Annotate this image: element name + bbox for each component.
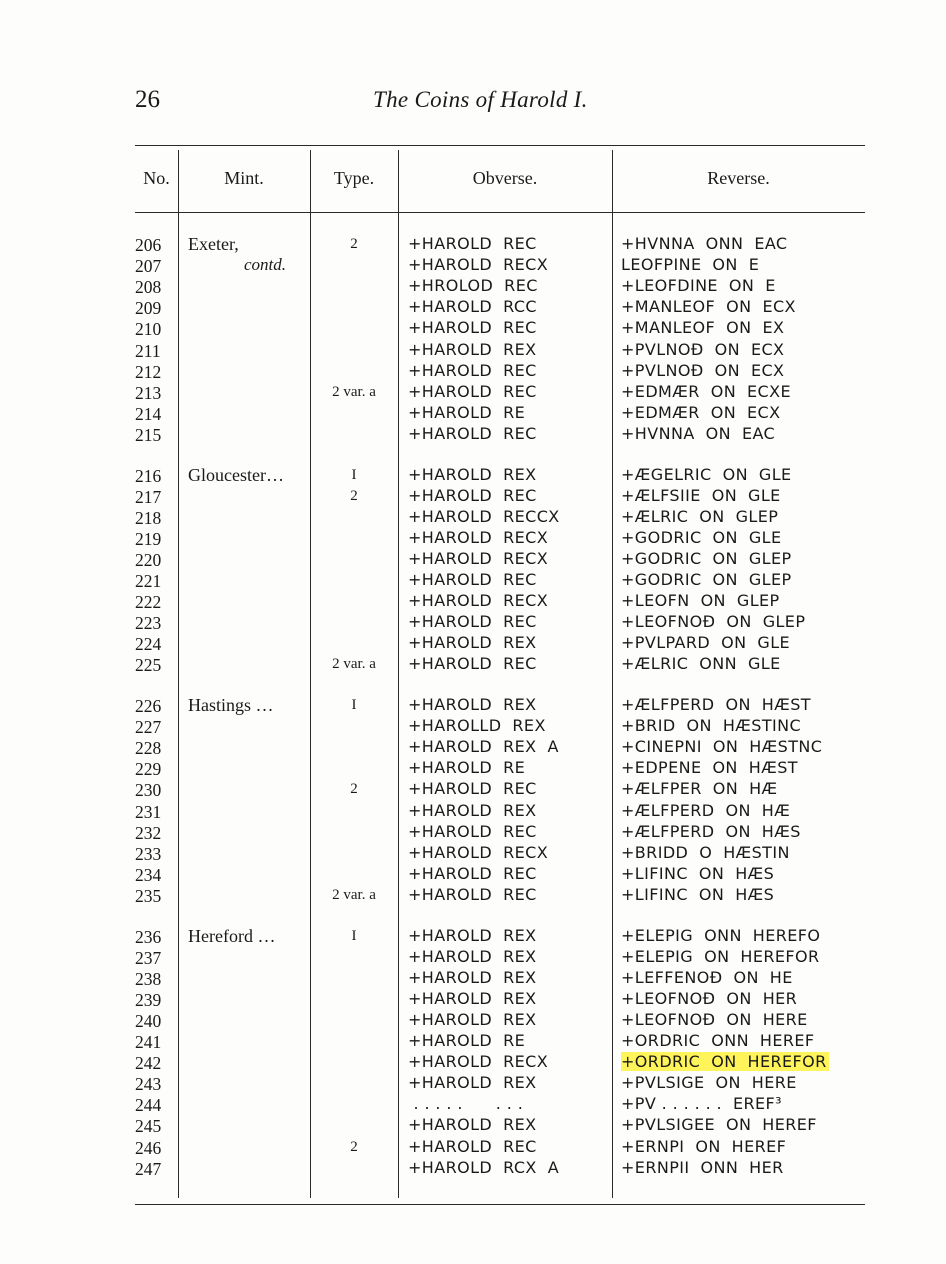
coin-number: 237 (135, 947, 162, 968)
reverse-legend: LEOFPINE ON E (621, 255, 760, 275)
coin-type: 2 (350, 236, 358, 252)
reverse-legend: +LEFFENOÐ ON HE (621, 967, 793, 987)
obverse-legend: +HAROLD RE (408, 758, 526, 778)
reverse-legend: +BRIDD O HÆSTIN (621, 842, 790, 862)
obverse-legend: +HAROLD REX (408, 925, 537, 945)
reverse-legend: +ELEPIG ON HEREFOR (621, 946, 820, 966)
obverse-legend: +HAROLD REC (408, 423, 537, 443)
reverse-legend: +EDMÆR ON ECXE (621, 381, 792, 401)
coin-number: 215 (135, 424, 162, 445)
reverse-legend: +HVNNA ONN EAC (621, 234, 788, 253)
table-row (0, 1094, 946, 1115)
reverse-legend: +ÆLRIC ONN GLE (621, 654, 781, 674)
coin-number: 243 (135, 1074, 162, 1095)
header-reverse: Reverse. (707, 168, 770, 188)
coin-number: 214 (135, 403, 162, 424)
reverse-legend: +LEOFN ON GLEP (621, 591, 780, 611)
table-row (0, 654, 946, 675)
reverse-legend: +ÆLFPERD ON HÆ (621, 800, 791, 820)
table-row (0, 947, 946, 968)
mint-note: contd. (244, 255, 287, 275)
obverse-legend: +HAROLD REC (408, 1136, 537, 1156)
reverse-legend: +ERNPI ON HEREF (621, 1136, 787, 1156)
table-top-rule (135, 145, 865, 146)
coin-type: I (351, 697, 357, 713)
obverse-legend: +HAROLD REX (408, 1115, 537, 1135)
coin-number: 226 (135, 696, 162, 716)
table-row (0, 340, 946, 361)
obverse-legend: +HAROLD REC (408, 863, 537, 883)
obverse-legend: +HAROLD RCX A (408, 1157, 560, 1177)
coin-number: 227 (135, 717, 162, 738)
obverse-legend: +HAROLD REX (408, 464, 537, 484)
coin-type: 2 (350, 487, 358, 504)
table-row (0, 1073, 946, 1094)
obverse-legend: +HROLOD REC (408, 276, 538, 296)
table-row (0, 403, 946, 424)
coin-number: 238 (135, 968, 162, 989)
coin-number: 234 (135, 864, 162, 885)
table-row (0, 276, 946, 297)
obverse-legend: +HAROLD REC (408, 485, 537, 505)
coin-number: 244 (135, 1095, 162, 1116)
obverse-legend: +HAROLD REX (408, 967, 537, 987)
coin-number: 209 (135, 298, 162, 319)
table-row (0, 591, 946, 612)
mint-name: Hereford … (188, 925, 276, 946)
reverse-legend: +PVLSIGE ON HERE (621, 1073, 797, 1093)
reverse-legend: +PVLNOÐ ON ECX (621, 339, 785, 359)
table-row (0, 801, 946, 822)
table-row (0, 779, 946, 800)
obverse-legend: +HAROLD REX (408, 1073, 537, 1093)
obverse-legend: +HAROLD REX (408, 800, 537, 820)
reverse-legend: +ORDRIC ON HEREFOR (621, 1052, 827, 1072)
obverse-legend: +HAROLD REC (408, 234, 537, 253)
table-row (0, 716, 946, 737)
table-row (0, 486, 946, 507)
table-row (0, 318, 946, 339)
table-row (0, 1052, 946, 1073)
obverse-legend: +HAROLD REX (408, 1009, 537, 1029)
header-obverse: Obverse. (472, 168, 538, 188)
reverse-legend: +LEOFNOÐ ON HER (621, 988, 798, 1008)
coin-number: 232 (135, 822, 162, 843)
coin-number: 228 (135, 738, 162, 759)
coin-number: 208 (135, 277, 162, 298)
coin-number: 212 (135, 361, 162, 382)
table-row (0, 1115, 946, 1136)
coin-number: 230 (135, 780, 162, 801)
reverse-legend: +EDPENE ON HÆST (621, 758, 798, 778)
table-row (0, 695, 946, 716)
table-row (0, 633, 946, 654)
coin-number: 231 (135, 801, 162, 822)
coin-type: 2 var. a (332, 656, 376, 673)
table-row (0, 361, 946, 382)
coin-type: 2 var. a (332, 383, 376, 400)
coin-number: 217 (135, 486, 162, 507)
coin-number: 210 (135, 319, 162, 340)
reverse-legend: +LEOFNOÐ ON GLEP (621, 612, 806, 632)
coin-number: 213 (135, 382, 162, 403)
reverse-legend: +BRID ON HÆSTINC (621, 716, 802, 736)
reverse-legend: +ÆLFSIIE ON GLE (621, 485, 781, 505)
header-no: No. (143, 168, 170, 188)
coin-number: 246 (135, 1137, 162, 1158)
table-row (0, 1031, 946, 1052)
table-row (0, 255, 946, 276)
coin-number: 241 (135, 1032, 162, 1052)
coin-number: 247 (135, 1158, 162, 1179)
table-row (0, 549, 946, 570)
table-row (0, 822, 946, 843)
reverse-legend: +ÆGELRIC ON GLE (621, 464, 792, 484)
coin-number: 221 (135, 571, 162, 591)
obverse-legend: +HAROLD RECCX (408, 506, 560, 526)
table-bottom-rule (135, 1204, 865, 1205)
header-mint: Mint. (224, 168, 264, 188)
table-row (0, 758, 946, 779)
obverse-legend: +HAROLD RE (408, 1031, 526, 1050)
obverse-legend: +HAROLD RECX (408, 842, 549, 862)
obverse-legend: +HAROLD RECX (408, 1052, 549, 1072)
table-row (0, 528, 946, 549)
obverse-legend: +HAROLD REC (408, 612, 537, 632)
coin-number: 223 (135, 613, 162, 634)
obverse-legend: +HAROLD REC (408, 360, 537, 380)
reverse-legend: +LEOFNOÐ ON HERE (621, 1009, 808, 1029)
coin-number: 240 (135, 1010, 162, 1031)
table-row (0, 570, 946, 591)
reverse-legend: +GODRIC ON GLE (621, 527, 782, 547)
reverse-legend: +PVLSIGEE ON HEREF (621, 1115, 817, 1135)
coin-number: 218 (135, 507, 162, 528)
coin-number: 219 (135, 528, 162, 549)
table-row (0, 864, 946, 885)
header-rule (135, 212, 865, 213)
reverse-legend: +GODRIC ON GLEP (621, 548, 792, 568)
reverse-legend: +PVLNOÐ ON ECX (621, 360, 785, 380)
mint-name: Exeter, (188, 234, 239, 254)
mint-name: Hastings … (188, 695, 274, 715)
coin-number: 229 (135, 759, 162, 780)
obverse-legend: +HAROLD REX (408, 946, 537, 966)
coin-number: 216 (135, 465, 162, 486)
table-row (0, 507, 946, 528)
table-row (0, 737, 946, 758)
obverse-legend: +HAROLD REC (408, 884, 537, 904)
table-row (0, 297, 946, 318)
coin-type: I (351, 466, 357, 483)
obverse-legend: +HAROLD REC (408, 654, 537, 674)
obverse-legend: +HAROLD RE (408, 402, 526, 422)
page-number: 26 (135, 86, 160, 113)
reverse-legend: +ÆLFPER ON HÆ (621, 779, 778, 799)
table-row (0, 1137, 946, 1158)
reverse-legend: +ÆLFPERD ON HÆS (621, 821, 801, 841)
coin-number: 211 (135, 340, 161, 361)
reverse-legend: +ÆLRIC ON GLEP (621, 506, 779, 526)
coin-number: 233 (135, 843, 162, 864)
reverse-legend: +HVNNA ON EAC (621, 423, 776, 443)
obverse-legend: +HAROLD RECX (408, 255, 549, 275)
obverse-legend: +HAROLD RECX (408, 527, 549, 547)
coin-type: 2 (350, 1138, 358, 1155)
obverse-legend: +HAROLD REX (408, 633, 537, 653)
table-row (0, 989, 946, 1010)
obverse-legend: +HAROLD REC (408, 381, 537, 401)
header-type: Type. (333, 168, 375, 188)
table-row (0, 424, 946, 445)
reverse-legend: +ERNPII ONN HER (621, 1157, 784, 1177)
table-row (0, 465, 946, 486)
obverse-legend: +HAROLLD REX (408, 716, 546, 736)
coin-number: 224 (135, 634, 162, 655)
table-row (0, 1158, 946, 1179)
obverse-legend: +HAROLD REX (408, 988, 537, 1008)
obverse-legend: +HAROLD REX (408, 339, 537, 359)
table-row (0, 843, 946, 864)
reverse-legend: +GODRIC ON GLEP (621, 570, 792, 589)
reverse-legend: +LIFINC ON HÆS (621, 884, 775, 904)
coin-number: 235 (135, 885, 162, 906)
table-row (0, 382, 946, 403)
coin-type: 2 var. a (332, 886, 376, 903)
coin-number: 222 (135, 592, 162, 613)
reverse-legend: +LEOFDINE ON E (621, 276, 776, 296)
coin-number: 239 (135, 989, 162, 1010)
reverse-legend: +CINEPNI ON HÆSTNC (621, 737, 823, 757)
coin-number: 242 (135, 1053, 162, 1074)
coin-type: 2 (350, 781, 358, 798)
table-row (0, 234, 946, 255)
table-row (0, 1010, 946, 1031)
obverse-legend: +HAROLD REC (408, 318, 537, 338)
table-row (0, 885, 946, 906)
obverse-legend: +HAROLD REC (408, 779, 537, 799)
obverse-legend: +HAROLD RECX (408, 591, 549, 611)
coin-number: 236 (135, 926, 162, 947)
reverse-legend: +ÆLFPERD ON HÆST (621, 695, 811, 714)
page-title: The Coins of Harold I. (373, 87, 588, 112)
reverse-legend: +LIFINC ON HÆS (621, 863, 775, 883)
obverse-legend: +HAROLD RCC (408, 297, 537, 317)
coin-type: I (351, 927, 357, 944)
reverse-legend: +EDMÆR ON ECX (621, 402, 781, 422)
coin-number: 220 (135, 549, 162, 570)
obverse-legend: +HAROLD REX (408, 695, 537, 714)
reverse-legend: +PV . . . . . . EREF³ (621, 1094, 782, 1114)
table-row (0, 968, 946, 989)
obverse-legend: . . . . . . . . (408, 1094, 524, 1114)
obverse-legend: +HAROLD REC (408, 821, 537, 841)
obverse-legend: +HAROLD RECX (408, 548, 549, 568)
coin-number: 225 (135, 655, 162, 676)
obverse-legend: +HAROLD REX A (408, 737, 559, 757)
mint-name: Gloucester… (188, 464, 284, 485)
reverse-legend: +MANLEOF ON ECX (621, 297, 796, 317)
reverse-legend: +ORDRIC ONN HEREF (621, 1031, 815, 1050)
table-row (0, 926, 946, 947)
coin-number: 245 (135, 1116, 162, 1137)
reverse-legend: +PVLPARD ON GLE (621, 633, 791, 653)
reverse-legend: +MANLEOF ON EX (621, 318, 785, 338)
coin-number: 206 (135, 235, 162, 255)
coin-number: 207 (135, 256, 162, 277)
reverse-legend: +ELEPIG ONN HEREFO (621, 925, 821, 945)
table-row (0, 612, 946, 633)
obverse-legend: +HAROLD REC (408, 570, 537, 589)
